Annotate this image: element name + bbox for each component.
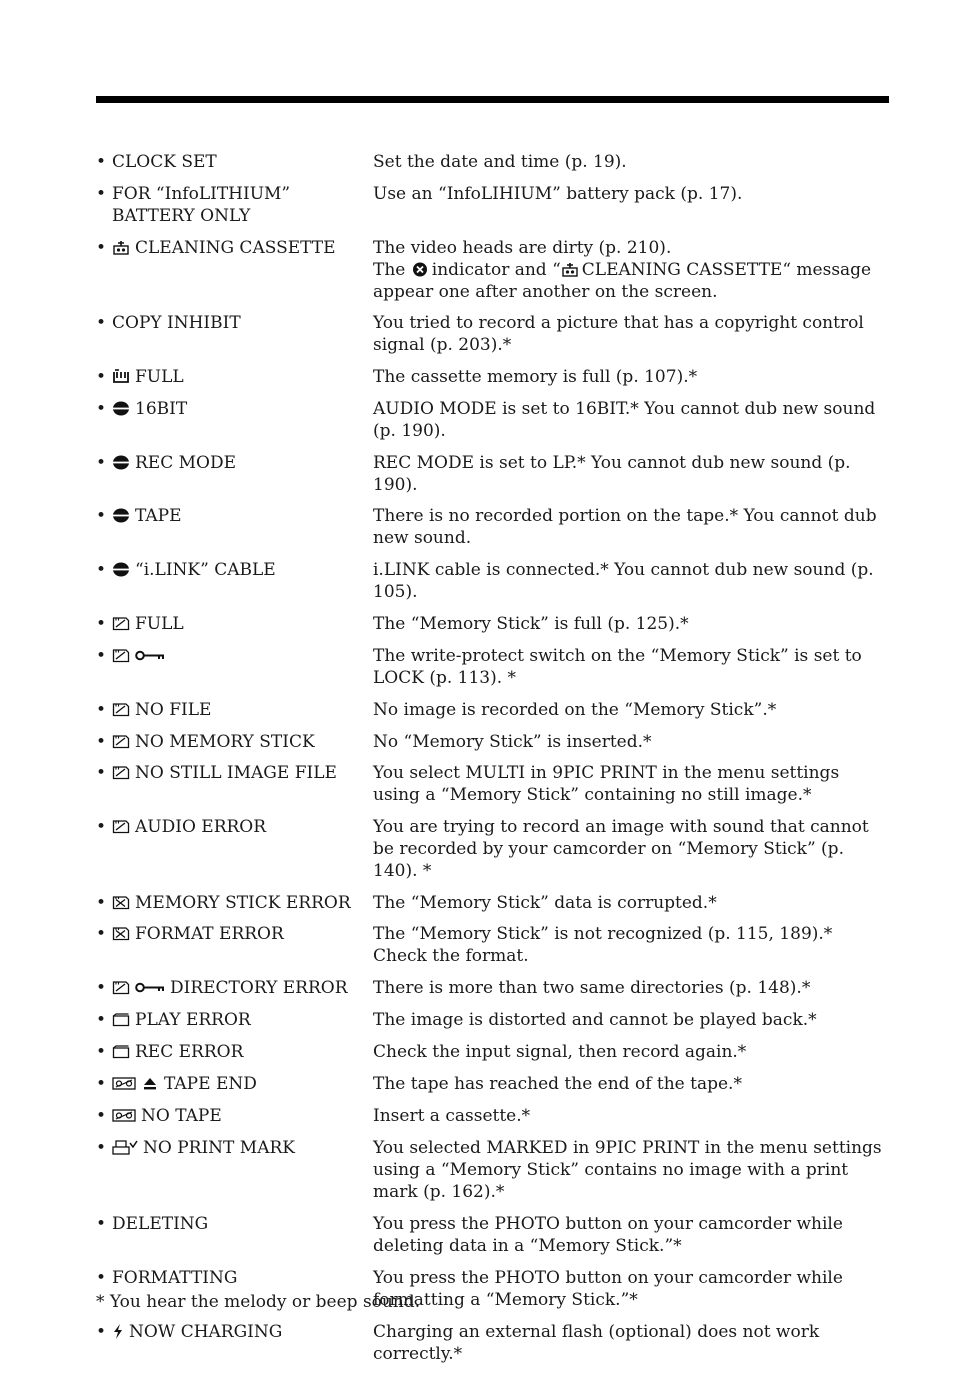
message-label bbox=[112, 731, 373, 753]
message-label bbox=[112, 892, 373, 914]
message-label bbox=[112, 816, 373, 882]
message-description bbox=[373, 452, 891, 496]
flash-icon bbox=[112, 1324, 124, 1339]
memory-stick-icon bbox=[112, 616, 130, 631]
message-description-text: You press the PHOTO button on your camcorder while deleting data in a “Memory Stick.”* bbox=[373, 1214, 843, 1256]
message-description-text: indicator and “ bbox=[431, 260, 561, 280]
bullet: • bbox=[96, 453, 107, 473]
message-description bbox=[373, 613, 891, 635]
message-label-text: TAPE bbox=[135, 506, 182, 526]
message-description bbox=[373, 923, 891, 967]
message-label-cell bbox=[96, 645, 373, 689]
message-label bbox=[112, 559, 373, 603]
message-label-cell bbox=[96, 1213, 373, 1257]
key-icon bbox=[135, 648, 165, 663]
bullet: • bbox=[96, 152, 107, 172]
message-label-cell bbox=[96, 1041, 373, 1063]
message-description-text: The video heads are dirty (p. 210). bbox=[373, 238, 672, 258]
message-label-cell bbox=[96, 237, 373, 303]
message-label-text: DELETING bbox=[112, 1214, 209, 1234]
message-row bbox=[96, 923, 891, 967]
memory-stick-icon bbox=[112, 734, 130, 749]
message-description-text: The image is distorted and cannot be played back.* bbox=[373, 1010, 817, 1030]
bullet: • bbox=[96, 238, 107, 258]
message-label bbox=[112, 1213, 373, 1257]
bullet: • bbox=[96, 1322, 107, 1342]
message-label-cell bbox=[96, 366, 373, 388]
message-row bbox=[96, 1321, 891, 1365]
message-description bbox=[373, 237, 891, 303]
message-label-text: NO TAPE bbox=[141, 1106, 222, 1126]
message-description bbox=[373, 1073, 891, 1095]
message-description-text: Charging an external flash (optional) does not work correctly.* bbox=[373, 1322, 820, 1364]
message-description-text: You tried to record a picture that has a copyright control signal (p. 203).* bbox=[373, 313, 864, 355]
message-label-cell bbox=[96, 977, 373, 999]
message-label-text: CLEANING CASSETTE bbox=[135, 238, 336, 258]
message-label bbox=[112, 366, 373, 388]
message-label-text: FULL bbox=[135, 614, 184, 634]
message-label-text: REC MODE bbox=[135, 453, 237, 473]
message-description-text: The bbox=[373, 260, 406, 280]
message-label bbox=[112, 183, 373, 227]
message-row bbox=[96, 312, 891, 356]
message-row bbox=[96, 645, 891, 689]
bullet: • bbox=[96, 367, 107, 387]
bullet: • bbox=[96, 1106, 107, 1126]
top-rule bbox=[96, 96, 889, 103]
message-label bbox=[112, 1137, 373, 1203]
message-label bbox=[112, 1041, 373, 1063]
message-description-text: The write-protect switch on the “Memory Stick” is set to LOCK (p. 113). * bbox=[373, 646, 862, 688]
message-label bbox=[112, 1105, 373, 1127]
message-row bbox=[96, 1137, 891, 1203]
bullet: • bbox=[96, 646, 107, 666]
message-label-cell bbox=[96, 505, 373, 549]
card-icon bbox=[112, 1044, 130, 1059]
message-label-cell bbox=[96, 613, 373, 635]
bullet: • bbox=[96, 1268, 107, 1288]
message-description bbox=[373, 559, 891, 603]
message-label-cell bbox=[96, 183, 373, 227]
message-label bbox=[112, 398, 373, 442]
message-description bbox=[373, 731, 891, 753]
message-label-cell bbox=[96, 1009, 373, 1031]
message-label bbox=[112, 1073, 373, 1095]
message-label bbox=[112, 1009, 373, 1031]
message-description-text: No image is recorded on the “Memory Stick”.* bbox=[373, 700, 777, 720]
message-description-text: REC MODE is set to LP.* You cannot dub new sound (p. 190). bbox=[373, 453, 851, 495]
message-label-text: MEMORY STICK ERROR bbox=[135, 893, 351, 913]
message-description bbox=[373, 645, 891, 689]
message-description-text: Insert a cassette.* bbox=[373, 1106, 531, 1126]
dub-icon bbox=[112, 401, 130, 416]
print-mark-icon bbox=[112, 1140, 138, 1155]
message-label-text: COPY INHIBIT bbox=[112, 313, 241, 333]
message-description-text: Set the date and time (p. 19). bbox=[373, 152, 627, 172]
message-label bbox=[112, 312, 373, 356]
message-description-text: The “Memory Stick” is full (p. 125).* bbox=[373, 614, 689, 634]
message-row bbox=[96, 892, 891, 914]
message-description bbox=[373, 1267, 891, 1311]
message-row bbox=[96, 151, 891, 173]
message-description bbox=[373, 977, 891, 999]
message-label-text: “i.LINK” CABLE bbox=[135, 560, 276, 580]
message-label-cell bbox=[96, 151, 373, 173]
message-label-cell bbox=[96, 816, 373, 882]
message-label-cell bbox=[96, 1105, 373, 1127]
bullet: • bbox=[96, 313, 107, 333]
message-label-cell bbox=[96, 1137, 373, 1203]
message-description bbox=[373, 1009, 891, 1031]
message-label-text: NO STILL IMAGE FILE bbox=[135, 763, 337, 783]
message-row bbox=[96, 977, 891, 999]
bullet: • bbox=[96, 614, 107, 634]
message-label-cell bbox=[96, 699, 373, 721]
message-label-text: NO PRINT MARK bbox=[143, 1138, 295, 1158]
message-label-cell bbox=[96, 1073, 373, 1095]
memory-stick-icon bbox=[112, 648, 130, 663]
bullet: • bbox=[96, 817, 107, 837]
message-description bbox=[373, 183, 891, 227]
message-row bbox=[96, 366, 891, 388]
message-description bbox=[373, 1041, 891, 1063]
bullet: • bbox=[96, 978, 107, 998]
message-description-text: i.LINK cable is connected.* You cannot dub new sound (p. 105). bbox=[373, 560, 874, 602]
message-description-text: You are trying to record an image with sound that cannot be recorded by your camcorder on “Memory Stick” (p. 140). * bbox=[373, 817, 869, 881]
message-row bbox=[96, 1041, 891, 1063]
bullet: • bbox=[96, 184, 107, 204]
message-row bbox=[96, 762, 891, 806]
message-label-text: PLAY ERROR bbox=[135, 1010, 251, 1030]
memory-stick-icon bbox=[112, 765, 130, 780]
memory-stick-icon bbox=[112, 980, 130, 995]
message-label bbox=[112, 977, 373, 999]
message-label-text: NO MEMORY STICK bbox=[135, 732, 315, 752]
cassette-icon bbox=[112, 1076, 136, 1091]
message-description-text: There is more than two same directories (p. 148).* bbox=[373, 978, 811, 998]
message-row bbox=[96, 731, 891, 753]
message-row bbox=[96, 699, 891, 721]
message-label bbox=[112, 452, 373, 496]
message-description bbox=[373, 1105, 891, 1127]
message-label-cell bbox=[96, 1321, 373, 1365]
message-description-text: No “Memory Stick” is inserted.* bbox=[373, 732, 652, 752]
eject-icon bbox=[141, 1076, 159, 1091]
message-label bbox=[112, 237, 373, 303]
message-row bbox=[96, 237, 891, 303]
bullet: • bbox=[96, 893, 107, 913]
message-label bbox=[112, 613, 373, 635]
cassette-icon bbox=[112, 1108, 136, 1123]
message-row bbox=[96, 1213, 891, 1257]
message-description-text: CLEANING CASSETTE“ message appear one after another on the screen. bbox=[373, 260, 872, 302]
message-label-cell bbox=[96, 312, 373, 356]
message-row bbox=[96, 452, 891, 496]
message-description-text: You selected MARKED in 9PIC PRINT in the menu settings using a “Memory Stick” contains no image with a print mark (p. 162).* bbox=[373, 1138, 882, 1202]
error-x-icon bbox=[411, 262, 429, 277]
message-label-text: AUDIO ERROR bbox=[135, 817, 267, 837]
message-description bbox=[373, 398, 891, 442]
message-label-text: CLOCK SET bbox=[112, 152, 217, 172]
message-label-text: NO FILE bbox=[135, 700, 212, 720]
message-label-text: TAPE END bbox=[164, 1074, 257, 1094]
message-label bbox=[112, 505, 373, 549]
message-label-cell bbox=[96, 452, 373, 496]
message-description bbox=[373, 816, 891, 882]
message-label-cell bbox=[96, 559, 373, 603]
message-label-cell bbox=[96, 731, 373, 753]
message-description bbox=[373, 892, 891, 914]
message-label-text: FOR “InfoLITHIUM” BATTERY ONLY bbox=[112, 184, 291, 226]
bullet: • bbox=[96, 924, 107, 944]
bullet: • bbox=[96, 560, 107, 580]
bullet: • bbox=[96, 506, 107, 526]
dub-icon bbox=[112, 562, 130, 577]
bullet: • bbox=[96, 1214, 107, 1234]
message-row bbox=[96, 613, 891, 635]
message-description bbox=[373, 1321, 891, 1365]
bullet: • bbox=[96, 399, 107, 419]
dub-icon bbox=[112, 508, 130, 523]
cassette-memory-icon bbox=[112, 369, 130, 384]
message-label-cell bbox=[96, 762, 373, 806]
message-description-text: The “Memory Stick” data is corrupted.* bbox=[373, 893, 717, 913]
message-description-text: You select MULTI in 9PIC PRINT in the menu settings using a “Memory Stick” containing no still image.* bbox=[373, 763, 840, 805]
message-label-text: FORMATTING bbox=[112, 1268, 238, 1288]
message-label bbox=[112, 923, 373, 967]
message-label bbox=[112, 1321, 373, 1365]
bullet: • bbox=[96, 1138, 107, 1158]
message-description bbox=[373, 151, 891, 173]
message-description-text: You press the PHOTO button on your camcorder while formatting a “Memory Stick.”* bbox=[373, 1268, 843, 1310]
memory-stick-error-icon bbox=[112, 926, 130, 941]
warning-message-list bbox=[96, 151, 891, 1375]
message-row bbox=[96, 398, 891, 442]
message-row bbox=[96, 505, 891, 549]
dub-icon bbox=[112, 455, 130, 470]
message-row bbox=[96, 1073, 891, 1095]
bullet: • bbox=[96, 1042, 107, 1062]
key-icon bbox=[135, 980, 165, 995]
footnote: * You hear the melody or beep sound. bbox=[96, 1292, 421, 1312]
card-icon bbox=[112, 1012, 130, 1027]
message-description bbox=[373, 1213, 891, 1257]
bullet: • bbox=[96, 700, 107, 720]
memory-stick-icon bbox=[112, 819, 130, 834]
message-description-text: The “Memory Stick” is not recognized (p. 115, 189).* Check the format. bbox=[373, 924, 833, 966]
cleaning-cassette-icon bbox=[112, 240, 130, 255]
message-description bbox=[373, 505, 891, 549]
message-row bbox=[96, 183, 891, 227]
message-row bbox=[96, 559, 891, 603]
message-label-text: REC ERROR bbox=[135, 1042, 244, 1062]
message-label bbox=[112, 645, 373, 689]
message-label-text: DIRECTORY ERROR bbox=[170, 978, 348, 998]
message-description bbox=[373, 366, 891, 388]
message-description-text: Use an “InfoLIHIUM” battery pack (p. 17). bbox=[373, 184, 743, 204]
message-description bbox=[373, 312, 891, 356]
memory-stick-icon bbox=[112, 702, 130, 717]
message-label-text: FULL bbox=[135, 367, 184, 387]
message-description-text: Check the input signal, then record again.* bbox=[373, 1042, 747, 1062]
message-label bbox=[112, 151, 373, 173]
cleaning-cassette-icon bbox=[561, 262, 579, 277]
bullet: • bbox=[96, 763, 107, 783]
message-label-text: FORMAT ERROR bbox=[135, 924, 284, 944]
message-label-cell bbox=[96, 398, 373, 442]
message-description bbox=[373, 762, 891, 806]
message-description-text: The cassette memory is full (p. 107).* bbox=[373, 367, 698, 387]
message-row bbox=[96, 816, 891, 882]
bullet: • bbox=[96, 732, 107, 752]
message-description-text: There is no recorded portion on the tape.* You cannot dub new sound. bbox=[373, 506, 877, 548]
message-description-text: The tape has reached the end of the tape.* bbox=[373, 1074, 742, 1094]
message-row bbox=[96, 1105, 891, 1127]
message-row bbox=[96, 1009, 891, 1031]
bullet: • bbox=[96, 1010, 107, 1030]
message-label bbox=[112, 762, 373, 806]
message-label bbox=[112, 699, 373, 721]
message-label-text: NOW CHARGING bbox=[129, 1322, 283, 1342]
message-label-text: 16BIT bbox=[135, 399, 188, 419]
message-description bbox=[373, 1137, 891, 1203]
message-label-cell bbox=[96, 892, 373, 914]
bullet: • bbox=[96, 1074, 107, 1094]
message-description bbox=[373, 699, 891, 721]
memory-stick-error-icon bbox=[112, 895, 130, 910]
message-description-line bbox=[373, 259, 891, 303]
message-label-cell bbox=[96, 923, 373, 967]
message-description-text: AUDIO MODE is set to 16BIT.* You cannot dub new sound (p. 190). bbox=[373, 399, 876, 441]
